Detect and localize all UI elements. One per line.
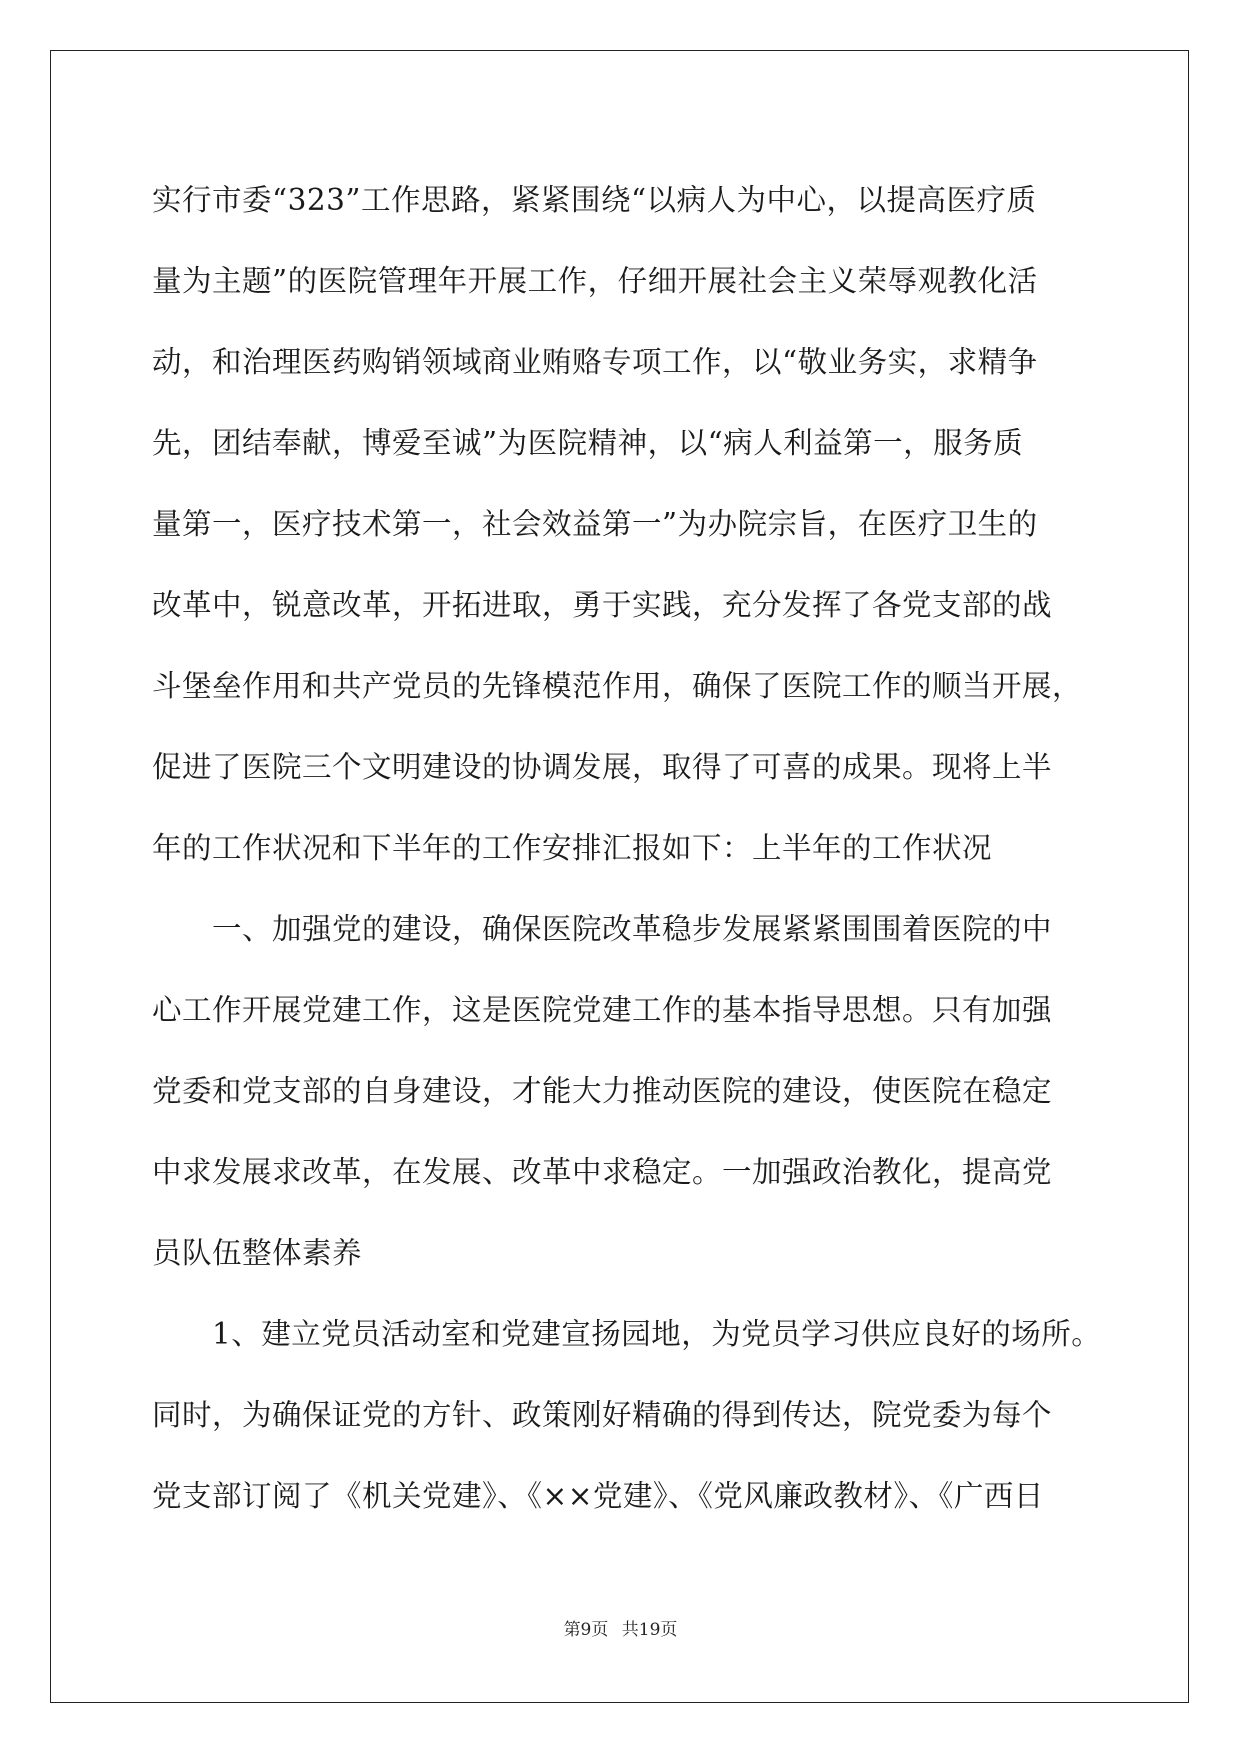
text-line: 量第一，医疗技术第一，社会效益第一”为办院宗旨，在医疗卫生的 [152, 507, 1038, 541]
document-body [152, 160, 1102, 1537]
text-line: 1、建立党员活动室和党建宣扬园地，为党员学习供应良好的场所。 [152, 1317, 1102, 1351]
text-line: 改革中，锐意改革，开拓进取，勇于实践，充分发挥了各党支部的战 [152, 588, 1053, 622]
page-footer [0, 1615, 1241, 1640]
text-line: 促进了医院三个文明建设的协调发展，取得了可喜的成果。现将上半 [152, 750, 1053, 784]
text-line: 党委和党支部的自身建设，才能大力推动医院的建设，使医院在稳定 [152, 1074, 1053, 1108]
text-line: 实行市委“323”工作思路，紧紧围绕“以病人为中心，以提高医疗质 [152, 183, 1037, 217]
text-line: 先，团结奉献，博爱至诚”为医院精神，以“病人利益第一，服务质 [152, 426, 1024, 460]
page-total: 共19页 [621, 1620, 678, 1640]
text-line: 斗堡垒作用和共产党员的先锋模范作用，确保了医院工作的顺当开展， [152, 669, 1083, 703]
text-line: 量为主题”的医院管理年开展工作，仔细开展社会主义荣辱观教化活 [152, 264, 1038, 298]
page-number: 第9页 [563, 1620, 609, 1640]
text-line: 员队伍整体素养 [152, 1236, 363, 1270]
text-line: 中求发展求改革，在发展、改革中求稳定。一加强政治教化，提高党 [152, 1155, 1053, 1189]
text-line: 心工作开展党建工作，这是医院党建工作的基本指导思想。只有加强 [152, 993, 1053, 1027]
text-line: 动，和治理医药购销领域商业贿赂专项工作，以“敬业务实，求精争 [152, 345, 1038, 379]
text-line: 同时，为确保证党的方针、政策刚好精确的得到传达，院党委为每个 [152, 1398, 1053, 1432]
text-line: 一、加强党的建设，确保医院改革稳步发展紧紧围围着医院的中 [152, 912, 1053, 946]
text-line: 年的工作状况和下半年的工作安排汇报如下：上半年的工作状况 [152, 831, 993, 865]
text-line: 党支部订阅了《机关党建》、《××党建》、《党风廉政教材》、《广西日 [152, 1479, 1044, 1513]
